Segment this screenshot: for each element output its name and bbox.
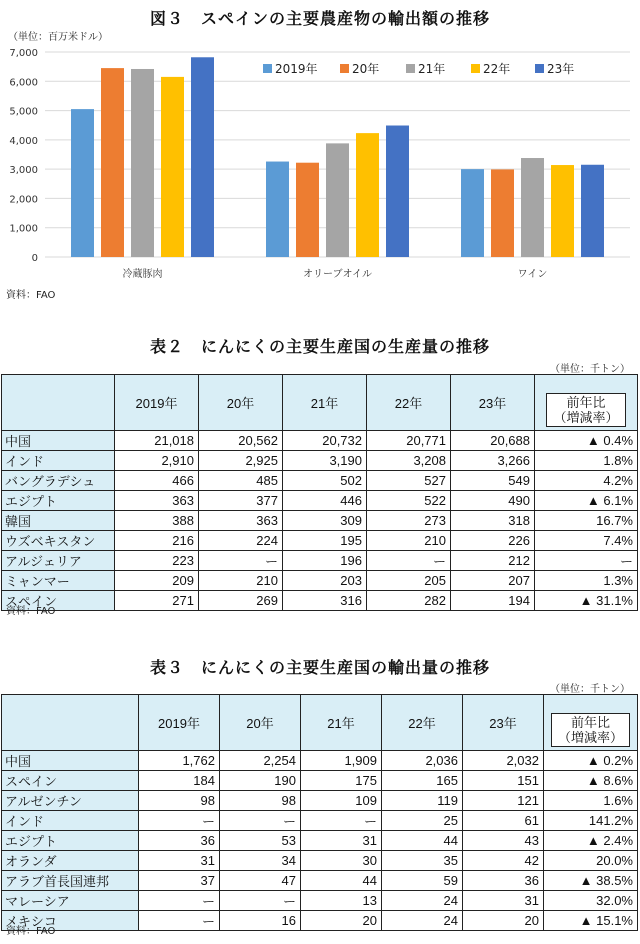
table-row	[2, 851, 638, 871]
table2-ratio-line1: 前年比	[566, 394, 606, 410]
value-cell: 20,688	[451, 431, 535, 451]
legend-label: 20年	[352, 62, 380, 76]
value-cell: 318	[451, 511, 535, 531]
value-cell: 61	[463, 811, 544, 831]
table3-header-20: 20年	[220, 695, 301, 751]
y-tick-label: 3,000	[9, 165, 38, 177]
value-cell: 2,032	[463, 751, 544, 771]
value-cell: 13	[301, 891, 382, 911]
bar	[551, 165, 574, 257]
row-label: エジプト	[2, 491, 115, 511]
legend-label: 22年	[483, 62, 511, 76]
ratio-cell: 16.7%	[535, 511, 638, 531]
row-label: ウズベキスタン	[2, 531, 115, 551]
table2-source: 資料：FAO	[6, 606, 56, 617]
legend-label: 21年	[418, 62, 446, 76]
table3-header-row	[2, 695, 638, 751]
table3-ratio-line1: 前年比	[570, 714, 610, 730]
value-cell: 216	[115, 531, 199, 551]
value-cell: 2,036	[382, 751, 463, 771]
value-cell: 44	[382, 831, 463, 851]
bar	[71, 109, 94, 257]
row-label: 韓国	[2, 511, 115, 531]
ratio-cell: 141.2%	[544, 811, 638, 831]
table-row	[2, 771, 638, 791]
value-cell: 210	[367, 531, 451, 551]
table-row	[2, 551, 638, 571]
table2-unit-label: （単位：千トン）	[550, 364, 630, 375]
value-cell: 31	[301, 831, 382, 851]
table3-unit-label: （単位：千トン）	[550, 684, 630, 695]
table3-ratio-box	[551, 713, 630, 747]
row-label: アルジェリア	[2, 551, 115, 571]
value-cell: 109	[301, 791, 382, 811]
table2-header-22: 22年	[367, 375, 451, 431]
table2-header-ratio	[535, 375, 638, 431]
bar	[131, 69, 154, 257]
value-cell: 184	[139, 771, 220, 791]
value-cell: 363	[199, 511, 283, 531]
table-row	[2, 531, 638, 551]
value-cell: 20,771	[367, 431, 451, 451]
y-tick-label: 0	[31, 253, 38, 264]
value-cell: ー	[199, 551, 283, 571]
value-cell: 309	[283, 511, 367, 531]
bar	[491, 169, 514, 257]
value-cell: 224	[199, 531, 283, 551]
bar	[266, 162, 289, 257]
y-tick-label: 2,000	[9, 194, 38, 206]
table-row	[2, 511, 638, 531]
legend-swatch	[263, 64, 272, 73]
value-cell: 273	[367, 511, 451, 531]
table2-header-blank	[2, 375, 115, 431]
bar	[461, 169, 484, 257]
y-tick-label: 7,000	[9, 48, 38, 59]
value-cell: 2,925	[199, 451, 283, 471]
value-cell: 20,732	[283, 431, 367, 451]
table2-ratio-box	[546, 393, 625, 427]
row-label: スペイン	[2, 591, 115, 611]
ratio-cell: ▲ 2.4%	[544, 831, 638, 851]
value-cell: 316	[283, 591, 367, 611]
row-label: スペイン	[2, 771, 139, 791]
value-cell: 42	[463, 851, 544, 871]
value-cell: 36	[139, 831, 220, 851]
ratio-cell: 20.0%	[544, 851, 638, 871]
row-label: アルゼンチン	[2, 791, 139, 811]
value-cell: 2,910	[115, 451, 199, 471]
ratio-cell: ー	[535, 551, 638, 571]
table3-header-22: 22年	[382, 695, 463, 751]
value-cell: 490	[451, 491, 535, 511]
bar	[581, 165, 604, 257]
value-cell: 43	[463, 831, 544, 851]
table-row	[2, 911, 638, 931]
ratio-cell: ▲ 0.2%	[544, 751, 638, 771]
value-cell: 466	[115, 471, 199, 491]
value-cell: 3,190	[283, 451, 367, 471]
value-cell: 20,562	[199, 431, 283, 451]
ratio-cell: ▲ 31.1%	[535, 591, 638, 611]
ratio-cell: ▲ 6.1%	[535, 491, 638, 511]
row-label: オランダ	[2, 851, 139, 871]
ratio-cell: 4.2%	[535, 471, 638, 491]
value-cell: 151	[463, 771, 544, 791]
ratio-cell: ▲ 8.6%	[544, 771, 638, 791]
value-cell: 24	[382, 891, 463, 911]
ratio-cell: 1.6%	[544, 791, 638, 811]
row-label: ミャンマー	[2, 571, 115, 591]
ratio-cell: ▲ 38.5%	[544, 871, 638, 891]
y-tick-label: 1,000	[9, 223, 38, 235]
value-cell: 20	[463, 911, 544, 931]
value-cell: 35	[382, 851, 463, 871]
y-tick-label: 5,000	[9, 106, 38, 118]
bar	[326, 143, 349, 257]
bar	[356, 133, 379, 257]
value-cell: 196	[283, 551, 367, 571]
table-row	[2, 571, 638, 591]
table-row	[2, 591, 638, 611]
table-row	[2, 891, 638, 911]
row-label: メキシコ	[2, 911, 139, 931]
table-row	[2, 491, 638, 511]
value-cell: 212	[451, 551, 535, 571]
value-cell: 377	[199, 491, 283, 511]
value-cell: ー	[301, 811, 382, 831]
table2-header-row	[2, 375, 638, 431]
table-row	[2, 451, 638, 471]
value-cell: 226	[451, 531, 535, 551]
value-cell: 1,909	[301, 751, 382, 771]
value-cell: ー	[220, 811, 301, 831]
value-cell: 205	[367, 571, 451, 591]
y-tick-label: 6,000	[9, 77, 38, 89]
row-label: アラブ首長国連邦	[2, 871, 139, 891]
table3-exports	[1, 694, 638, 931]
value-cell: 282	[367, 591, 451, 611]
table-row	[2, 791, 638, 811]
ratio-cell: 7.4%	[535, 531, 638, 551]
table2-header-20: 20年	[199, 375, 283, 431]
x-tick-label: ワイン	[517, 269, 548, 280]
bar	[386, 126, 409, 257]
ratio-cell: 1.3%	[535, 571, 638, 591]
table-row	[2, 831, 638, 851]
value-cell: 203	[283, 571, 367, 591]
table2-header-21: 21年	[283, 375, 367, 431]
value-cell: 53	[220, 831, 301, 851]
row-label: バングラデシュ	[2, 471, 115, 491]
value-cell: 549	[451, 471, 535, 491]
value-cell: 209	[115, 571, 199, 591]
value-cell: 207	[451, 571, 535, 591]
value-cell: 2,254	[220, 751, 301, 771]
legend-swatch	[406, 64, 415, 73]
value-cell: 1,762	[139, 751, 220, 771]
figure3-title: 図３ スペインの主要農産物の輸出額の推移	[149, 9, 490, 28]
value-cell: 25	[382, 811, 463, 831]
row-label: インド	[2, 451, 115, 471]
table2-production	[1, 374, 638, 611]
value-cell: 485	[199, 471, 283, 491]
value-cell: 34	[220, 851, 301, 871]
row-label: 中国	[2, 751, 139, 771]
value-cell: 21,018	[115, 431, 199, 451]
value-cell: 388	[115, 511, 199, 531]
table3-header-23: 23年	[463, 695, 544, 751]
value-cell: 30	[301, 851, 382, 871]
table3-ratio-line2: （増減率）	[557, 729, 623, 745]
table3-header-2019: 2019年	[139, 695, 220, 751]
bar	[101, 68, 124, 257]
value-cell: 121	[463, 791, 544, 811]
value-cell: ー	[367, 551, 451, 571]
value-cell: 175	[301, 771, 382, 791]
value-cell: 527	[367, 471, 451, 491]
legend-swatch	[340, 64, 349, 73]
value-cell: 522	[367, 491, 451, 511]
value-cell: 190	[220, 771, 301, 791]
row-label: マレーシア	[2, 891, 139, 911]
table2-header-23: 23年	[451, 375, 535, 431]
value-cell: 502	[283, 471, 367, 491]
value-cell: 24	[382, 911, 463, 931]
row-label: エジプト	[2, 831, 139, 851]
value-cell: 37	[139, 871, 220, 891]
value-cell: 194	[451, 591, 535, 611]
ratio-cell: 1.8%	[535, 451, 638, 471]
table3-header-ratio	[544, 695, 638, 751]
ratio-cell: 32.0%	[544, 891, 638, 911]
value-cell: 20	[301, 911, 382, 931]
value-cell: 269	[199, 591, 283, 611]
value-cell: 119	[382, 791, 463, 811]
value-cell: 31	[139, 851, 220, 871]
x-tick-label: オリーブオイル	[303, 269, 372, 280]
table-row	[2, 471, 638, 491]
bar	[521, 158, 544, 257]
figure3-source: 資料：FAO	[6, 290, 56, 301]
table-row	[2, 751, 638, 771]
row-label: 中国	[2, 431, 115, 451]
y-tick-label: 4,000	[9, 135, 38, 147]
value-cell: 165	[382, 771, 463, 791]
table3-title: 表３ にんにくの主要生産国の輸出量の推移	[149, 658, 490, 677]
table2-ratio-line2: （増減率）	[553, 409, 619, 425]
figure3-bar-chart	[0, 38, 640, 284]
value-cell: ー	[139, 811, 220, 831]
value-cell: ー	[139, 911, 220, 931]
ratio-cell: ▲ 0.4%	[535, 431, 638, 451]
row-label: インド	[2, 811, 139, 831]
value-cell: 195	[283, 531, 367, 551]
value-cell: ー	[220, 891, 301, 911]
table3-header-21: 21年	[301, 695, 382, 751]
value-cell: 59	[382, 871, 463, 891]
value-cell: 271	[115, 591, 199, 611]
table-row	[2, 871, 638, 891]
value-cell: ー	[139, 891, 220, 911]
value-cell: 47	[220, 871, 301, 891]
figure3-unit-label: （単位：百万米ドル）	[8, 32, 108, 43]
bar	[161, 77, 184, 257]
legend-swatch	[471, 64, 480, 73]
value-cell: 31	[463, 891, 544, 911]
table3-header-blank	[2, 695, 139, 751]
value-cell: 16	[220, 911, 301, 931]
value-cell: 98	[220, 791, 301, 811]
bar	[191, 57, 214, 257]
value-cell: 210	[199, 571, 283, 591]
table3-source: 資料：FAO	[6, 926, 56, 937]
value-cell: 3,266	[451, 451, 535, 471]
legend-label: 2019年	[275, 62, 318, 76]
ratio-cell: ▲ 15.1%	[544, 911, 638, 931]
bar	[296, 163, 319, 257]
table2-header-2019: 2019年	[115, 375, 199, 431]
value-cell: 3,208	[367, 451, 451, 471]
value-cell: 44	[301, 871, 382, 891]
value-cell: 223	[115, 551, 199, 571]
legend-label: 23年	[547, 62, 575, 76]
table-row	[2, 811, 638, 831]
legend-swatch	[535, 64, 544, 73]
value-cell: 446	[283, 491, 367, 511]
table2-title: 表２ にんにくの主要生産国の生産量の推移	[149, 337, 490, 356]
value-cell: 363	[115, 491, 199, 511]
x-tick-label: 冷蔵豚肉	[122, 269, 163, 280]
table-row	[2, 431, 638, 451]
value-cell: 36	[463, 871, 544, 891]
value-cell: 98	[139, 791, 220, 811]
